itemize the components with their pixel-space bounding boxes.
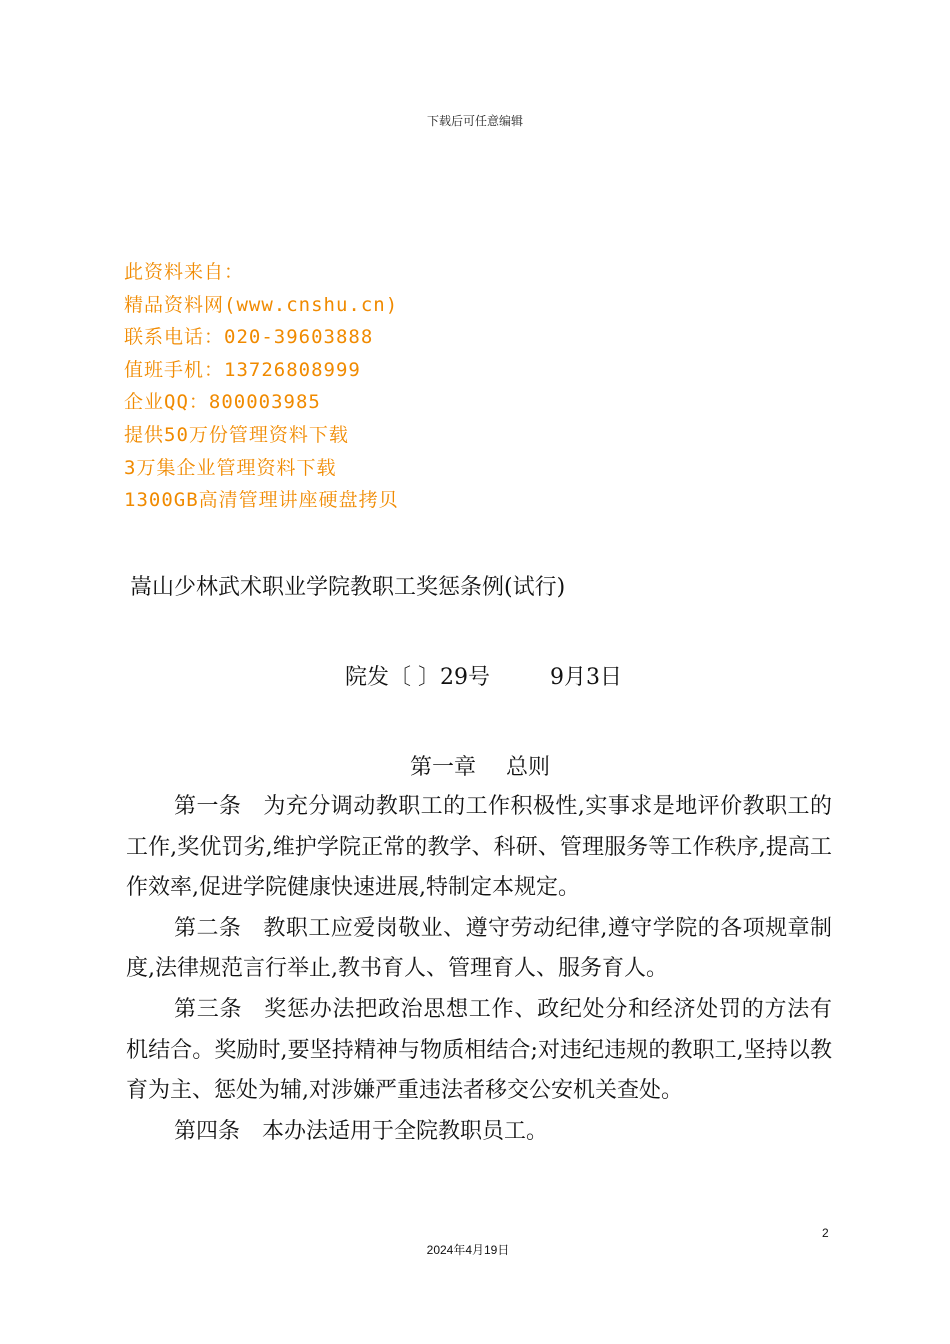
article-4 (126, 1112, 832, 1153)
reference-date: 9月3日 (550, 665, 622, 690)
article-label: 第一条 (174, 794, 242, 819)
article-1 (126, 787, 832, 909)
ad-line-phone: 联系电话：020-39603888 (124, 326, 374, 349)
document-reference (345, 660, 622, 691)
article-2 (126, 909, 832, 990)
footer-date: 2024年4月19日 (426, 1243, 510, 1257)
ad-line-source: 此资料来自： (124, 261, 245, 283)
article-label: 第四条 (174, 1118, 241, 1144)
article-3 (126, 990, 832, 1112)
ad-line-qq: 企业QQ：800003985 (124, 391, 321, 414)
article-text: 本办法适用于全院教职员工。 (262, 1118, 549, 1144)
chapter-name: 总则 (506, 755, 551, 780)
ad-line-website: 精品资料网(www.cnshu.cn) (124, 293, 399, 316)
reference-number: 院发〔 〕29号 (345, 665, 490, 690)
article-text: 为充分调动教职工的工作积极性,实事求是地评价教职工的工作,奖优罚劣,维护学院正常的教学、科研、管理服务等工作秩序,提高工作效率,促进学院健康快速进展,特制定本规定。 (126, 794, 832, 901)
article-label: 第二条 (174, 915, 242, 941)
ad-line-mobile: 值班手机：13726808999 (124, 358, 361, 381)
page-number: 2 (822, 1226, 829, 1240)
ad-line-offer-1: 提供50万份管理资料下载 (124, 423, 349, 446)
ad-line-offer-2: 3万集企业管理资料下载 (124, 456, 337, 479)
article-text: 教职工应爱岗敬业、遵守劳动纪律,遵守学院的各项规章制度,法律规范言行举止,教书育人、管理育人、服务育人。 (126, 915, 832, 982)
ad-block (124, 256, 399, 517)
article-label: 第三条 (174, 996, 243, 1022)
header-note: 下载后可任意编辑 (426, 114, 523, 128)
ad-line-offer-3: 1300GB高清管理讲座硬盘拷贝 (124, 489, 399, 512)
chapter-heading (0, 750, 950, 781)
document-title: 嵩山少林武术职业学院教职工奖惩条例(试行) (130, 575, 566, 600)
chapter-number: 第一章 (409, 755, 476, 780)
document-body (126, 787, 832, 1152)
article-text: 奖惩办法把政治思想工作、政纪处分和经济处罚的方法有机结合。奖励时,要坚持精神与物质相结合;对违纪违规的教职工,坚持以教育为主、惩处为辅,对涉嫌严重违法者移交公安机关查处。 (126, 996, 832, 1104)
